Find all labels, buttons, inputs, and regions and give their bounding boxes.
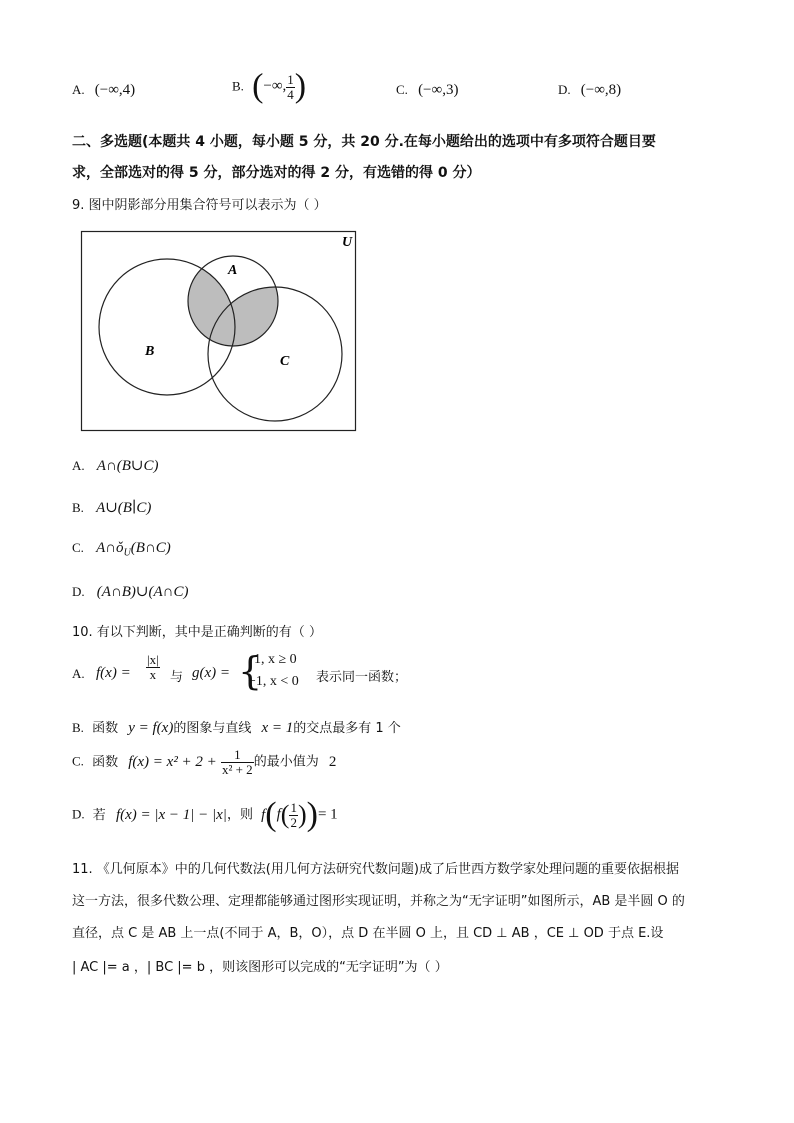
text-1: 若 [92,807,106,823]
venn-diagram [80,230,358,434]
g-def: g(x) = [192,665,231,681]
option-label: C. [396,82,408,97]
option-label: C. [72,540,84,555]
section-heading-line2: 求，全部选对的得 5 分，部分选对的得 2 分，有选错的得 0 分） [72,165,481,181]
math-f-outer: f [261,806,266,823]
case-2: −1, x < 0 [248,674,299,689]
option-label: A. [72,82,85,97]
option-expr: A∩(B∪C) [96,458,159,474]
text-2: 的图象与直线 [173,721,252,736]
text-1: 函数 [92,721,119,736]
q10-option-c[interactable] [72,748,336,776]
conjunction: 与 [170,670,184,685]
fraction-numerator: 1 [290,799,297,815]
q10-stem: 10. 有以下判断，其中是正确判断的有（ ） [72,625,322,640]
q9-option-c[interactable] [72,540,171,559]
q11-line-3: 直径，点 C 是 AB 上一点(不同于 A，B，O），点 D 在半圆 O 上，且 CD ⊥ AB ，CE ⊥ OD 于点 E.设 [72,926,664,941]
option-expr: (−∞,4) [94,82,136,98]
set-a-label: A [228,263,238,278]
option-label: B. [232,78,244,94]
q9-option-a[interactable] [72,456,159,475]
fraction-denominator: x [149,666,157,682]
fraction-numerator: |x| [147,652,159,667]
math-2: x = 1 [261,720,294,736]
option-subscript: U [123,547,131,559]
text-1: 函数 [92,754,119,770]
text-2: 的最小值为 [253,754,319,770]
option-label: D. [72,584,85,599]
q11-line-2: 这一方法，很多代数公理、定理都能够通过图形实现证明，并称之为“无字证明”如图所示，AB 是半圆 O 的 [72,894,685,909]
q8-option-b[interactable]: B. (−∞, $\frac{1}{4}$ ) [232,68,307,105]
math-1: f(x) = x² + 2 + [128,753,217,770]
option-expr: A∪(B∣C) [96,500,152,516]
option-expr: −∞, [263,78,287,95]
brace-icon: { [238,649,263,693]
option-label: C. [72,753,84,769]
option-expr: (−∞,3) [418,82,459,98]
math-f-inner: f [276,806,281,823]
fraction-denominator: x² + 2 [221,761,253,777]
option-label: B. [72,720,84,735]
fraction-denominator: 2 [290,814,297,830]
text-2: ，则 [226,807,253,823]
q9-option-b[interactable] [72,498,151,517]
math-2: 2 [328,753,337,770]
set-c-label: C [280,354,290,369]
option-expr: (−∞,8) [580,82,622,98]
q11-line-4: | AC |= a ，| BC |= b ，则该图形可以完成的“无字证明”为（ ） [72,960,448,975]
q9-option-d[interactable] [72,582,189,601]
math-result: = 1 [317,806,338,823]
q8-option-d[interactable] [558,82,621,99]
math-1: y = f(x) [128,720,174,736]
f-def: f(x) = [96,665,131,681]
q8-option-c[interactable] [396,82,458,99]
option-label: A. [72,458,85,473]
option-expr: (A∩B)∪(A∩C) [96,584,189,600]
option-label: B. [72,500,84,515]
q9-stem: 9. 图中阴影部分用集合符号可以表示为（ ） [72,198,327,213]
section-heading-line1: 二、多选题(本题共 4 小题，每小题 5 分，共 20 分.在每小题给出的选项中有多项符合题目要 [72,134,656,150]
fraction-denominator: 4 [287,86,294,102]
option-expr: A∩ǒ [96,540,124,556]
math-1: f(x) = |x − 1| − |x| [115,806,227,823]
option-expr-rest: (B∩C) [130,540,171,556]
q8-option-a[interactable] [72,82,135,99]
set-b-label: B [145,344,155,359]
fraction-numerator: 1 [287,71,294,87]
q11-line-1: 11. 《几何原本》中的几何代数法(用几何方法研究代数问题)成了后世西方数学家处理问题的重要依据根据 [72,862,679,877]
option-label: D. [72,806,85,822]
q10-option-d[interactable]: D. 若 f(x) = |x − 1| − |x|，则 f(f( $\frac{1}{2}$ ))= 1 [72,796,338,833]
option-tail: 表示同一函数； [316,670,408,685]
q10-option-b[interactable] [72,717,401,737]
fraction-numerator: 1 [221,748,254,763]
universe-label: U [342,235,353,250]
option-label: D. [558,82,571,97]
option-label: A. [72,666,85,681]
case-1: 1, x ≥ 0 [254,652,297,667]
text-3: 的交点最多有 1 个 [293,721,401,736]
